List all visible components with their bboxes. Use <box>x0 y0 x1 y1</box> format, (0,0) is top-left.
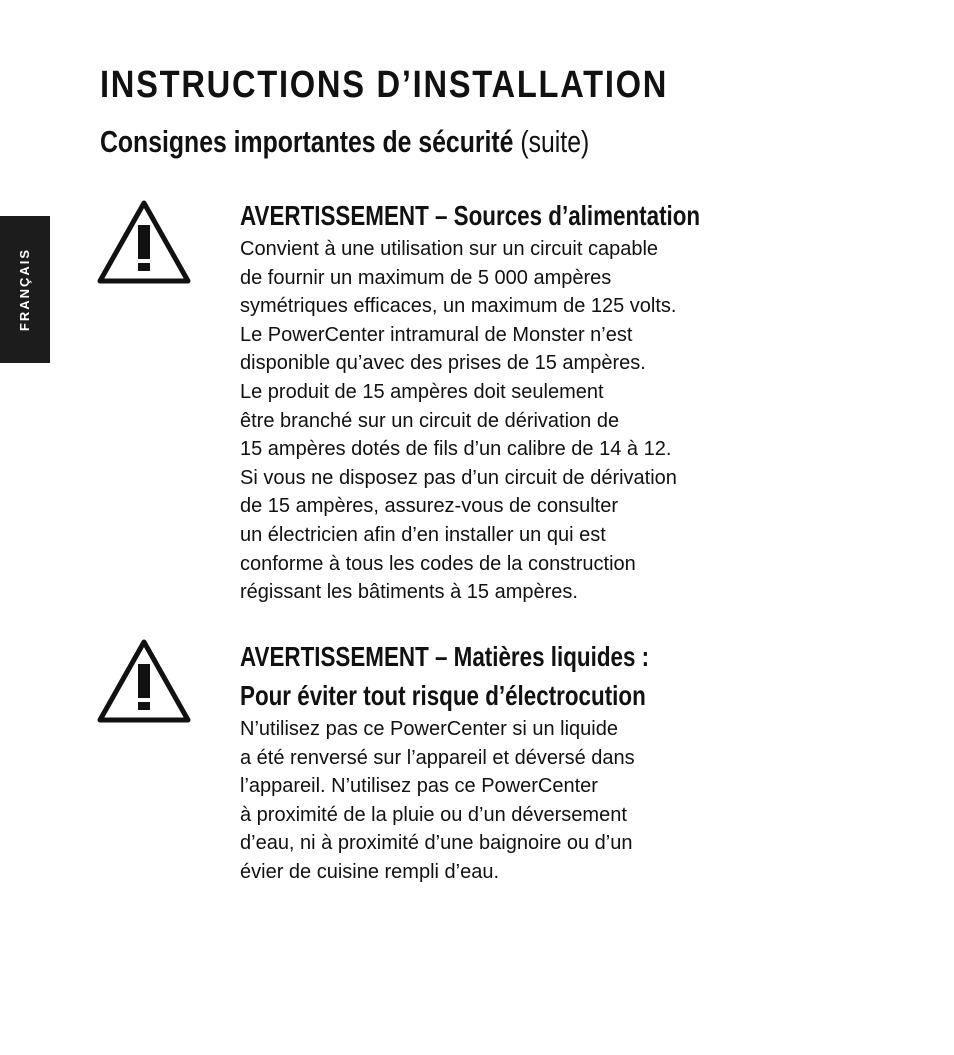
page-title: INSTRUCTIONS D’INSTALLATION <box>100 64 669 106</box>
warning-liquids <box>240 637 780 887</box>
warning-body: N’utilisez pas ce PowerCenter si un liquide a été renversé sur l’appareil et déversé dans l’appareil. N’utilisez pas ce PowerCenter à proximité de la pluie ou d’un déversement d’eau, ni à proximité d’une baignoire ou d’un évier de cuisine rempli d’eau. <box>240 718 635 883</box>
language-tab-label: FRANÇAIS <box>17 247 33 332</box>
warning-triangle-icon <box>96 637 192 725</box>
warning-heading-line-2: Pour éviter tout risque d’électrocution <box>240 680 646 711</box>
warning-power-sources <box>240 196 780 607</box>
language-tab <box>0 216 50 363</box>
section-subtitle <box>100 124 589 160</box>
warning-body: Convient à une utilisation sur un circuit capable de fournir un maximum de 5 000 ampères symétriques efficaces, un maximum de 125 volts. Le PowerCenter intramural de Monster n’est disponible qu’avec des prises de 15 ampères. Le produit de 15 ampères doit seulement être branché sur un circuit de dérivation de 15 ampères dotés de fils d’un calibre de 14 à 12. Si vous ne disposez pas d’un circuit de dérivation de 15 ampères, assurez-vous de consulter un électricien afin d’en installer un qui est conforme à tous les codes de la construction régissant les bâtiments à 15 ampères. <box>240 238 677 604</box>
warning-triangle-icon <box>96 198 192 286</box>
warning-heading-line-1: AVERTISSEMENT – Matières liquides : <box>240 641 650 672</box>
warning-heading: AVERTISSEMENT – Sources d’alimentation <box>240 200 701 231</box>
subtitle-suffix: (suite) <box>520 124 590 159</box>
subtitle-bold: Consignes importantes de sécurité <box>100 124 514 159</box>
